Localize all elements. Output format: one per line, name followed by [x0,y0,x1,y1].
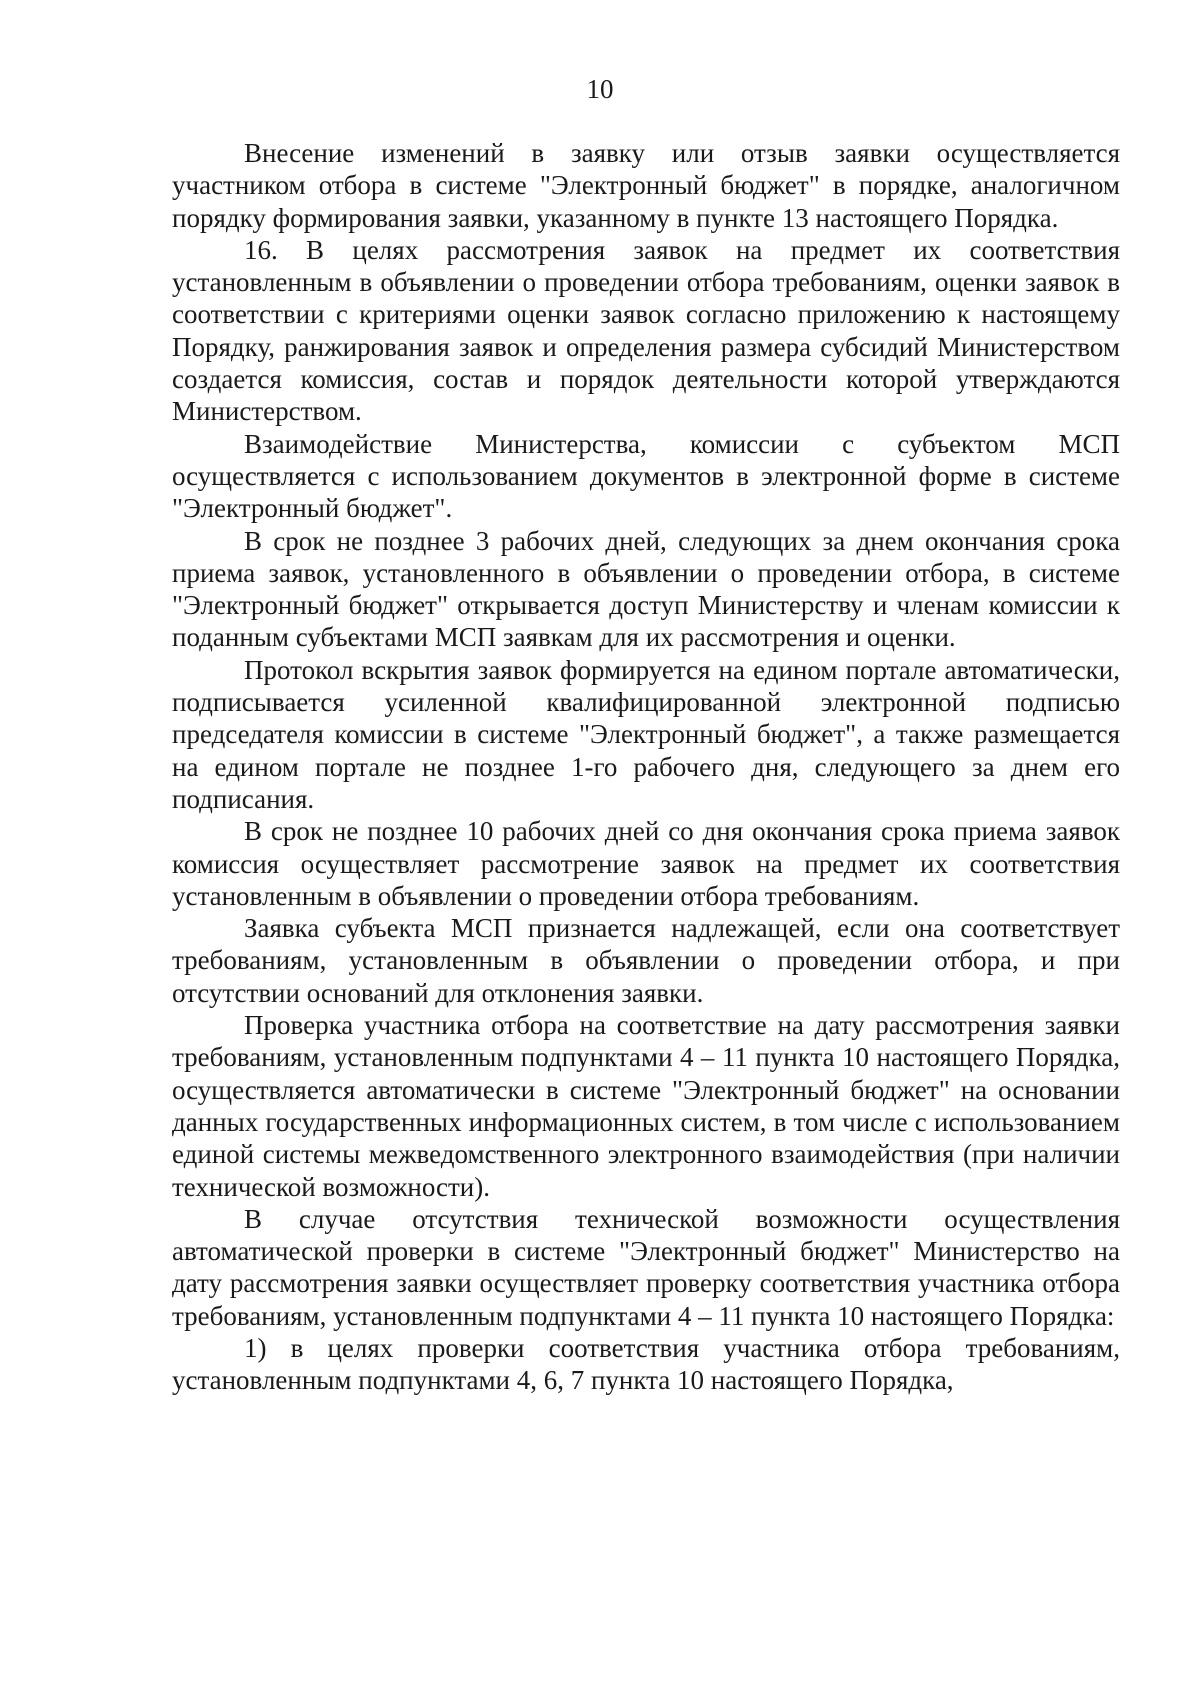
paragraph-application-changes: Внесение изменений в заявку или отзыв заявки осуществляется участником отбора в системе "Электронный бюджет" в порядке, аналогичном порядку формирования заявки, указанному в пункте 13 настоящего Порядка. [172,138,1120,233]
paragraph-subitem-1: 1) в целях проверки соответствия участника отбора требованиям, установленным подпунктами 4, 6, 7 пункта 10 настоящего Порядка, [172,1332,1120,1396]
page-number: 10 [586,74,614,104]
paragraph-opening-protocol: Протокол вскрытия заявок формируется на едином портале автоматически, подписывается усиленной квалифицированной электронной подписью председателя комиссии в системе "Электронный бюджет", а также размещается на едином портале не позднее 1-го рабочего дня, следующего за днем его подписания. [172,654,1120,814]
paragraph-item-16-commission: 16. В целях рассмотрения заявок на предмет их соответствия установленным в объявлении о проведении отбора требованиям, оценки заявок в соответствии с критериями оценки заявок согласно приложению к настоящему Порядку, ранжирования заявок и определения размера субсидий Министерством создается комиссия, состав и порядок деятельности которой утверждаются Министерством. [172,234,1120,427]
paragraph-review-deadline: В срок не позднее 10 рабочих дней со дня окончания срока приема заявок комиссия осуществляет рассмотрение заявок на предмет их соответствия установленным в объявлении о проведении отбора требованиям. [172,816,1120,911]
paragraph-automatic-check: Проверка участника отбора на соответствие на дату рассмотрения заявки требованиям, установленным подпунктами 4 – 11 пункта 10 настоящего Порядка, осуществляется автоматически в системе "Электронный бюджет" на основании данных государственных информационных систем, в том числе с использованием единой системы межведомственного электронного взаимодействия (при наличии технической возможности). [172,1010,1120,1202]
document-body [172,137,1120,1397]
paragraph-manual-check: В случае отсутствия технической возможности осуществления автоматической проверки в системе "Электронный бюджет" Министерство на дату рассмотрения заявки осуществляет проверку соответствия участника отбора требованиям, установленным подпунктами 4 – 11 пункта 10 настоящего Порядка: [172,1203,1120,1331]
paragraph-interaction: Взаимодействие Министерства, комиссии с субъектом МСП осуществляется с использованием документов в электронной форме в системе "Электронный бюджет". [172,428,1120,524]
paragraph-access-deadline: В срок не позднее 3 рабочих дней, следующих за днем окончания срока приема заявок, установленного в объявлении о проведении отбора, в системе "Электронный бюджет" открывается доступ Министерству и членам комиссии к поданным субъектами МСП заявкам для их рассмотрения и оценки. [172,525,1120,653]
paragraph-proper-application: Заявка субъекта МСП признается надлежащей, если она соответствует требованиям, установленным в объявлении о проведении отбора, и при отсутствии оснований для отклонения заявки. [172,913,1120,1008]
